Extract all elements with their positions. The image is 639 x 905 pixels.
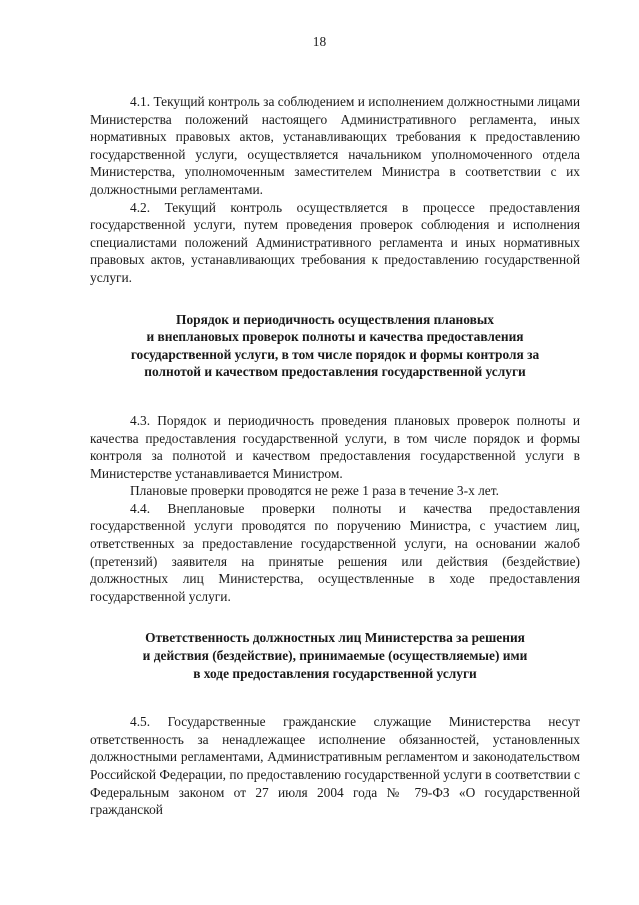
- spacer: [90, 682, 580, 713]
- heading-line: Порядок и периодичность осуществления плановых: [176, 311, 494, 327]
- heading-line: в ходе предоставления государственной услуги: [193, 665, 477, 681]
- section-heading-responsibility: [90, 629, 580, 682]
- spacer: [90, 605, 580, 629]
- section-heading-inspections: [90, 311, 580, 381]
- paragraph-4-2: 4.2. Текущий контроль осуществляется в процессе предоставления государственной услуги, путем проведения проверок соблюдения и исполнения специалистами положений Административного регламента и иных нормативных правовых актов, устанавливающих требования к предоставлению государственной услуги.: [90, 199, 580, 285]
- spacer: [90, 287, 580, 311]
- heading-line: и внеплановых проверок полноты и качества предоставления: [146, 329, 524, 345]
- heading-line: полнотой и качеством предоставления государственной услуги: [144, 364, 526, 380]
- paragraph-planned-inspections: Плановые проверки проводятся не реже 1 раза в течение 3-х лет.: [130, 483, 499, 499]
- page-number: 18: [312, 34, 327, 49]
- paragraph-4-3: 4.3. Порядок и периодичность проведения плановых проверок полноты и качества предоставления государственной услуги, в том числе порядок и формы контроля за полнотой и качеством предоставления государственной услуги в Министерстве устанавливается Министром.: [90, 412, 580, 481]
- heading-line: и действия (бездействие), принимаемые (осуществляемые) ими: [142, 648, 528, 664]
- paragraph-4-1: 4.1. Текущий контроль за соблюдением и исполнением должностными лицами Министерства положений настоящего Административного регламента, иных нормативных правовых актов, устанавливающих требования к предоставлению государственной услуги, осуществляется начальником уполномоченного отдела Министерства, уполномоченным заместителем Министра в соответствии с их должностными регламентами.: [90, 94, 580, 197]
- spacer: [90, 381, 580, 412]
- paragraph-4-5: 4.5. Государственные гражданские служащие Министерства несут ответственность за ненадлежащее исполнение обязанностей, установленных должностными регламентами, Административным регламентом и законодательством Российской Федерации, по предоставлению государственной услуги в соответствии с Федеральным законом от 27 июля 2004 года № 79-ФЗ «О государственной гражданской: [90, 714, 580, 818]
- document-body: [90, 93, 580, 819]
- paragraph-4-4: 4.4. Внеплановые проверки полноты и качества предоставления государственной услуги проводятся по поручению Министра, с участием лиц, ответственных за предоставление государственной услуги, на основании жалоб (претензий) заявителя на принятые решения или действия (бездействие) должностных лиц Министерства, осуществленные в ходе предоставления государственной услуги.: [90, 500, 580, 604]
- heading-line: государственной услуги, в том числе порядок и формы контроля за: [130, 346, 540, 362]
- heading-line: Ответственность должностных лиц Министерства за решения: [145, 630, 525, 646]
